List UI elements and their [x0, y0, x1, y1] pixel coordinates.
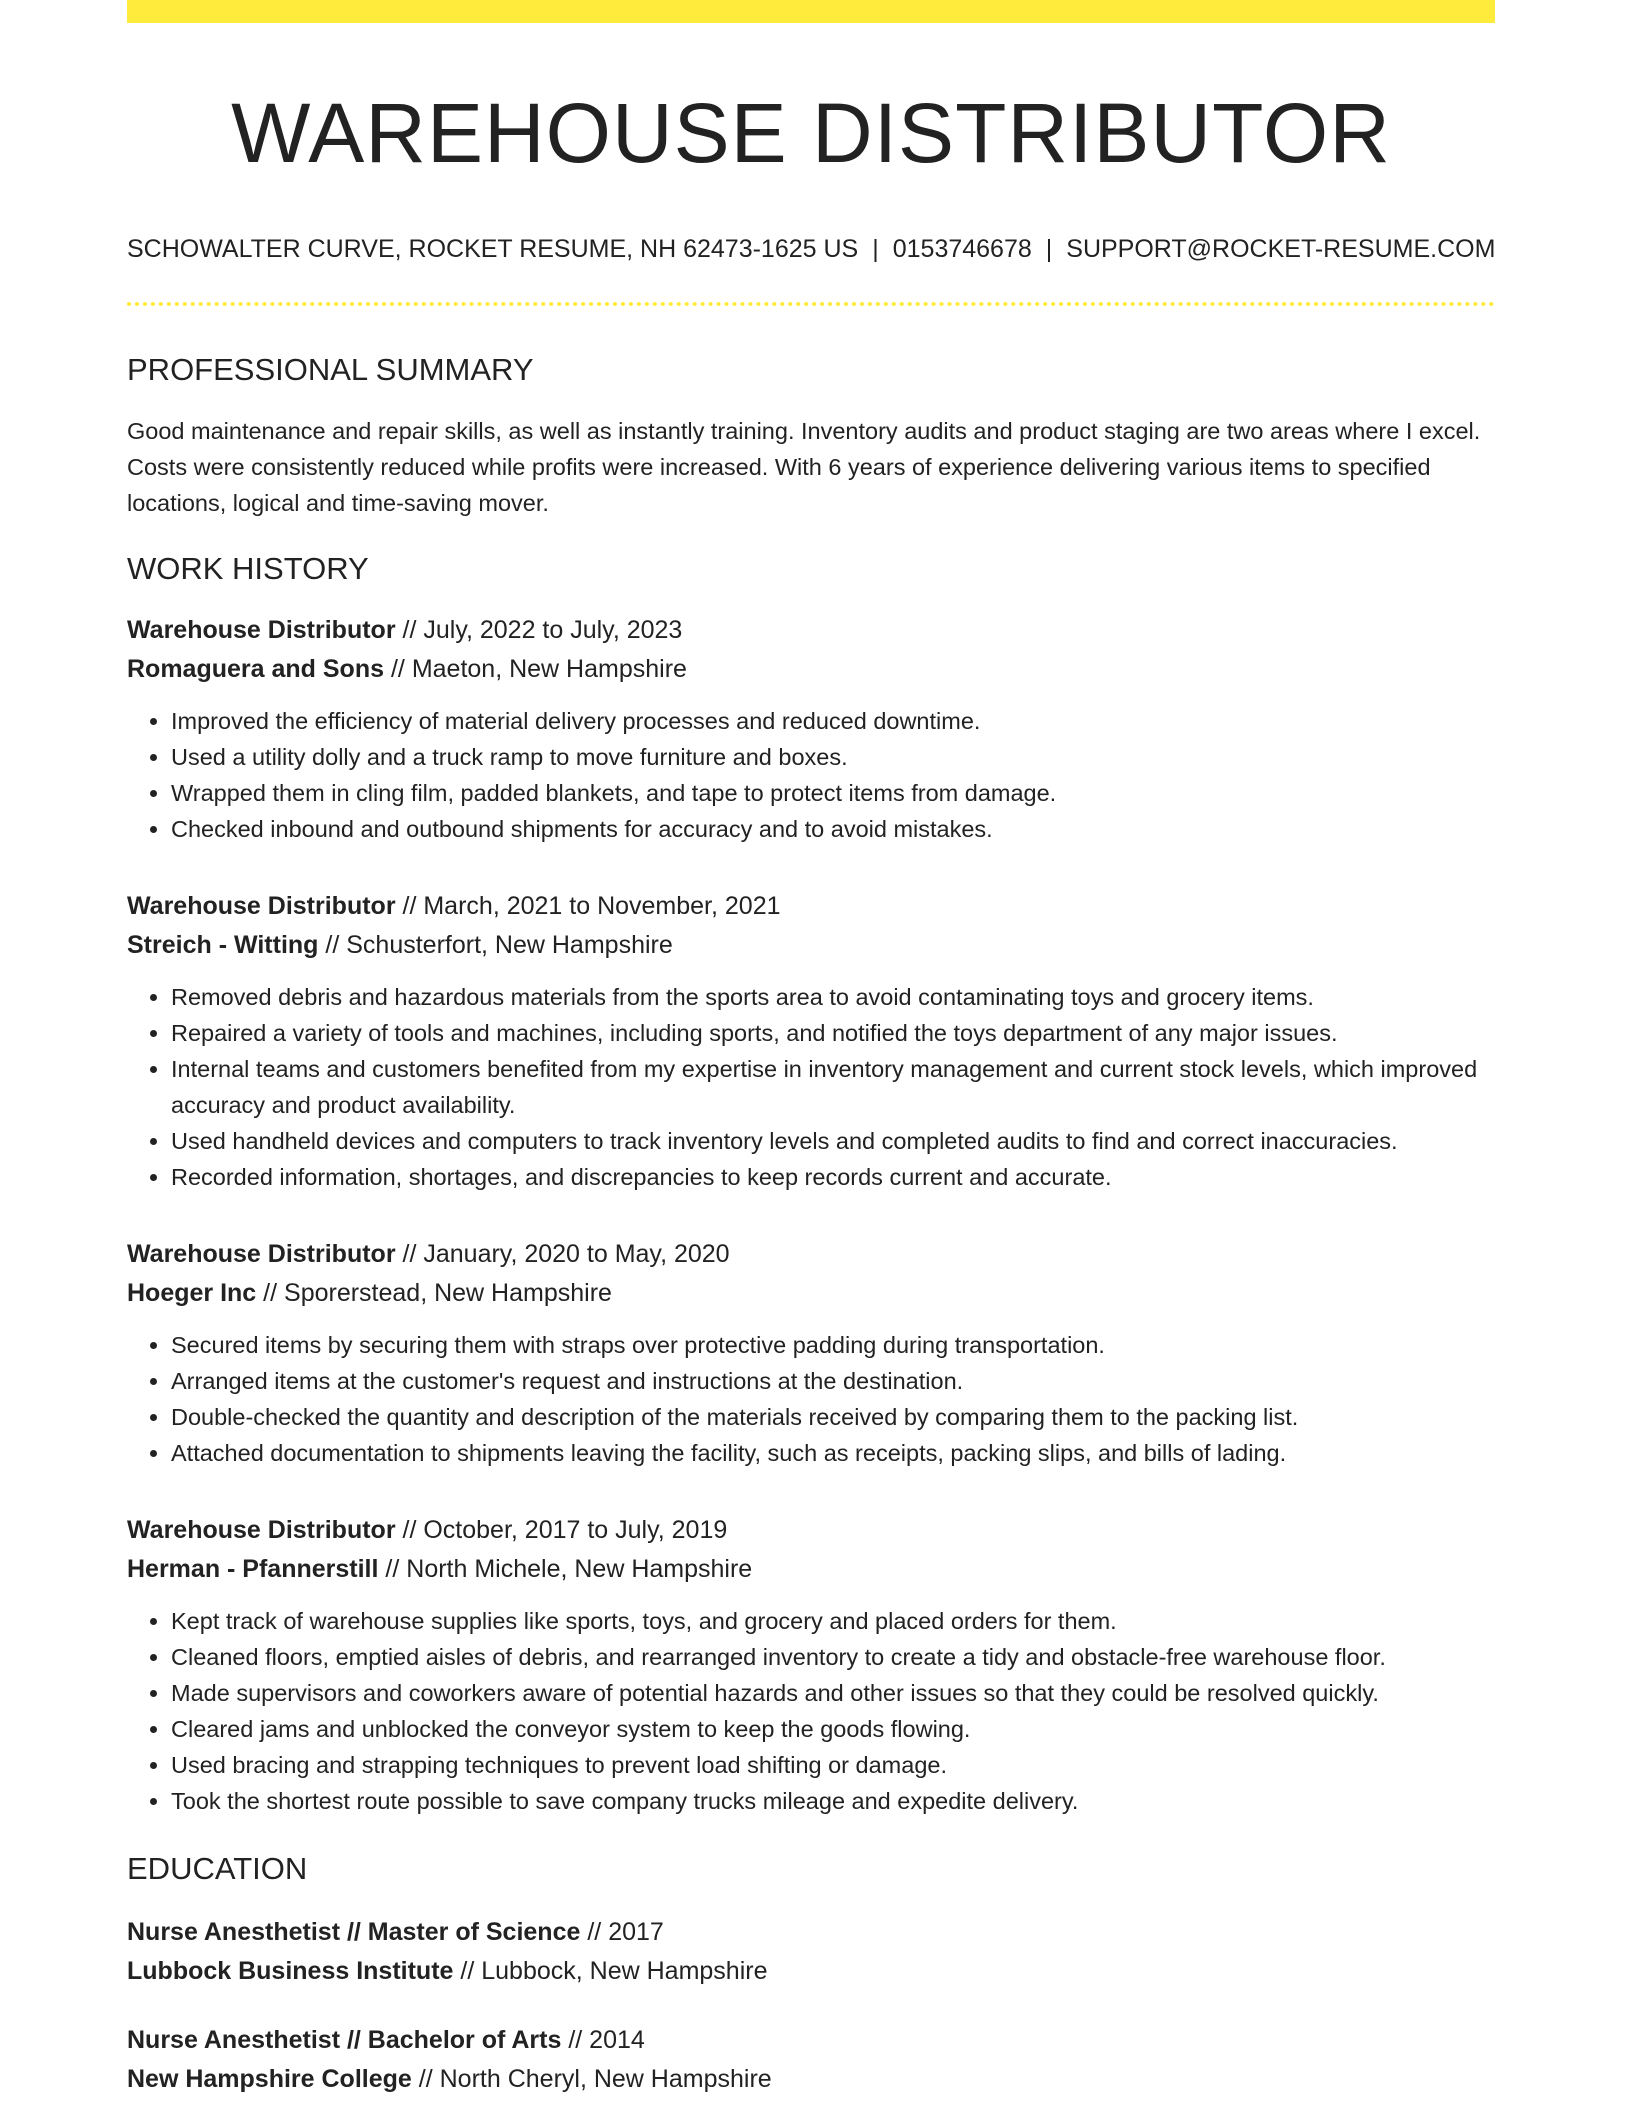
job-entry	[127, 1511, 1495, 1819]
job-title: Warehouse Distributor	[127, 892, 396, 920]
contact-separator: |	[1045, 235, 1053, 263]
job-dates: March, 2021 to November, 2021	[423, 892, 781, 920]
job-dates: January, 2020 to May, 2020	[423, 1240, 730, 1268]
job-company: Romaguera and Sons	[127, 655, 384, 683]
accent-top-bar	[127, 0, 1495, 23]
divider: //	[385, 1555, 400, 1583]
job-title: Warehouse Distributor	[127, 616, 396, 644]
job-location: North Michele, New Hampshire	[406, 1555, 753, 1583]
school-location: Lubbock, New Hampshire	[481, 1957, 768, 1985]
divider: //	[263, 1279, 278, 1307]
degree-line	[127, 1913, 1495, 1952]
degree: Nurse Anesthetist // Bachelor of Arts	[127, 2026, 562, 2054]
bullet-item: • Used bracing and strapping techniques to prevent load shifting or damage.	[171, 1747, 1495, 1783]
job-title: Warehouse Distributor	[127, 1516, 396, 1544]
job-bullets	[127, 1327, 1495, 1471]
job-entry	[127, 611, 1495, 847]
bullet-item: • Removed debris and hazardous materials from the sports area to avoid contaminating toys and grocery items.	[171, 979, 1495, 1015]
job-title-line	[127, 1235, 1495, 1274]
education-entry	[127, 2021, 1495, 2099]
job-company-line	[127, 1274, 1495, 1313]
job-entry	[127, 1235, 1495, 1471]
divider: //	[568, 2026, 583, 2054]
bullet-item: • Used a utility dolly and a truck ramp to move furniture and boxes.	[171, 739, 1495, 775]
divider: //	[390, 655, 405, 683]
divider: //	[418, 2065, 433, 2093]
bullet-item: • Recorded information, shortages, and discrepancies to keep records current and accurate.	[171, 1159, 1495, 1195]
bullet-item: • Wrapped them in cling film, padded blankets, and tape to protect items from damage.	[171, 775, 1495, 811]
divider: //	[325, 931, 340, 959]
contact-address: SCHOWALTER CURVE, ROCKET RESUME, NH 62473-1625 US	[127, 235, 859, 263]
job-location: Schusterfort, New Hampshire	[346, 931, 673, 959]
job-company: Hoeger Inc	[127, 1279, 257, 1307]
bullet-item: • Used handheld devices and computers to track inventory levels and completed audits to find and correct inaccuracies.	[171, 1123, 1495, 1159]
degree-line	[127, 2021, 1495, 2060]
summary-text: Good maintenance and repair skills, as well as instantly training. Inventory audits and product staging are two areas where I excel. Costs were consistently reduced while profits were increased. With 6 years of experience delivering various items to specified locations, logical and time-saving mover.	[127, 418, 1481, 516]
job-title-line	[127, 611, 1495, 650]
divider: //	[460, 1957, 475, 1985]
school-line	[127, 1952, 1495, 1991]
job-bullets	[127, 979, 1495, 1195]
bullet-item: • Cleared jams and unblocked the conveyor system to keep the goods flowing.	[171, 1711, 1495, 1747]
summary-heading: PROFESSIONAL SUMMARY	[127, 352, 534, 387]
job-entry	[127, 887, 1495, 1195]
bullet-item: • Double-checked the quantity and description of the materials received by comparing them to the packing list.	[171, 1399, 1495, 1435]
bullet-item: • Attached documentation to shipments leaving the facility, such as receipts, packing slips, and bills of lading.	[171, 1435, 1495, 1471]
contact-phone: 0153746678	[892, 235, 1032, 263]
divider: //	[587, 1918, 602, 1946]
work-history-heading: WORK HISTORY	[127, 551, 369, 586]
job-company: Streich - Witting	[127, 931, 319, 959]
job-dates: July, 2022 to July, 2023	[423, 616, 683, 644]
resume-title: WAREHOUSE DISTRIBUTOR	[231, 86, 1391, 180]
degree: Nurse Anesthetist // Master of Science	[127, 1918, 581, 1946]
divider: //	[402, 892, 417, 920]
school-line	[127, 2060, 1495, 2099]
resume-page	[127, 0, 1495, 2099]
bullet-item: • Kept track of warehouse supplies like sports, toys, and grocery and placed orders for them.	[171, 1603, 1495, 1639]
bullet-item: • Checked inbound and outbound shipments for accuracy and to avoid mistakes.	[171, 811, 1495, 847]
job-dates: October, 2017 to July, 2019	[423, 1516, 728, 1544]
school-name: New Hampshire College	[127, 2065, 412, 2093]
job-company: Herman - Pfannerstill	[127, 1555, 379, 1583]
bullet-item: • Secured items by securing them with straps over protective padding during transportation.	[171, 1327, 1495, 1363]
bullet-item: • Internal teams and customers benefited from my expertise in inventory management and current stock levels, which improved accuracy and product availability.	[171, 1051, 1495, 1123]
graduation-year: 2017	[608, 1918, 664, 1946]
job-bullets	[127, 703, 1495, 847]
education-heading: EDUCATION	[127, 1851, 308, 1886]
job-company-line	[127, 926, 1495, 965]
school-name: Lubbock Business Institute	[127, 1957, 454, 1985]
bullet-item: • Took the shortest route possible to save company trucks mileage and expedite delivery.	[171, 1783, 1495, 1819]
contact-separator: |	[872, 235, 879, 263]
divider: //	[402, 616, 417, 644]
job-location: Sporerstead, New Hampshire	[284, 1279, 612, 1307]
job-title-line	[127, 887, 1495, 926]
dotted-divider	[127, 302, 1495, 306]
job-company-line	[127, 650, 1495, 689]
job-title: Warehouse Distributor	[127, 1240, 396, 1268]
job-location: Maeton, New Hampshire	[411, 655, 687, 683]
divider: //	[402, 1240, 417, 1268]
job-company-line	[127, 1550, 1495, 1589]
job-bullets	[127, 1603, 1495, 1819]
bullet-item: • Improved the efficiency of material delivery processes and reduced downtime.	[171, 703, 1495, 739]
bullet-item: • Made supervisors and coworkers aware of potential hazards and other issues so that they could be resolved quickly.	[171, 1675, 1495, 1711]
job-title-line	[127, 1511, 1495, 1550]
contact-email: SUPPORT@ROCKET-RESUME.COM	[1066, 235, 1496, 263]
divider: //	[402, 1516, 417, 1544]
bullet-item: • Arranged items at the customer's request and instructions at the destination.	[171, 1363, 1495, 1399]
bullet-item: • Cleaned floors, emptied aisles of debris, and rearranged inventory to create a tidy and obstacle-free warehouse floor.	[171, 1639, 1495, 1675]
contact-line	[127, 233, 1495, 265]
education-entry	[127, 1913, 1495, 1991]
bullet-item: • Repaired a variety of tools and machines, including sports, and notified the toys department of any major issues.	[171, 1015, 1495, 1051]
graduation-year: 2014	[589, 2026, 645, 2054]
school-location: North Cheryl, New Hampshire	[439, 2065, 772, 2093]
